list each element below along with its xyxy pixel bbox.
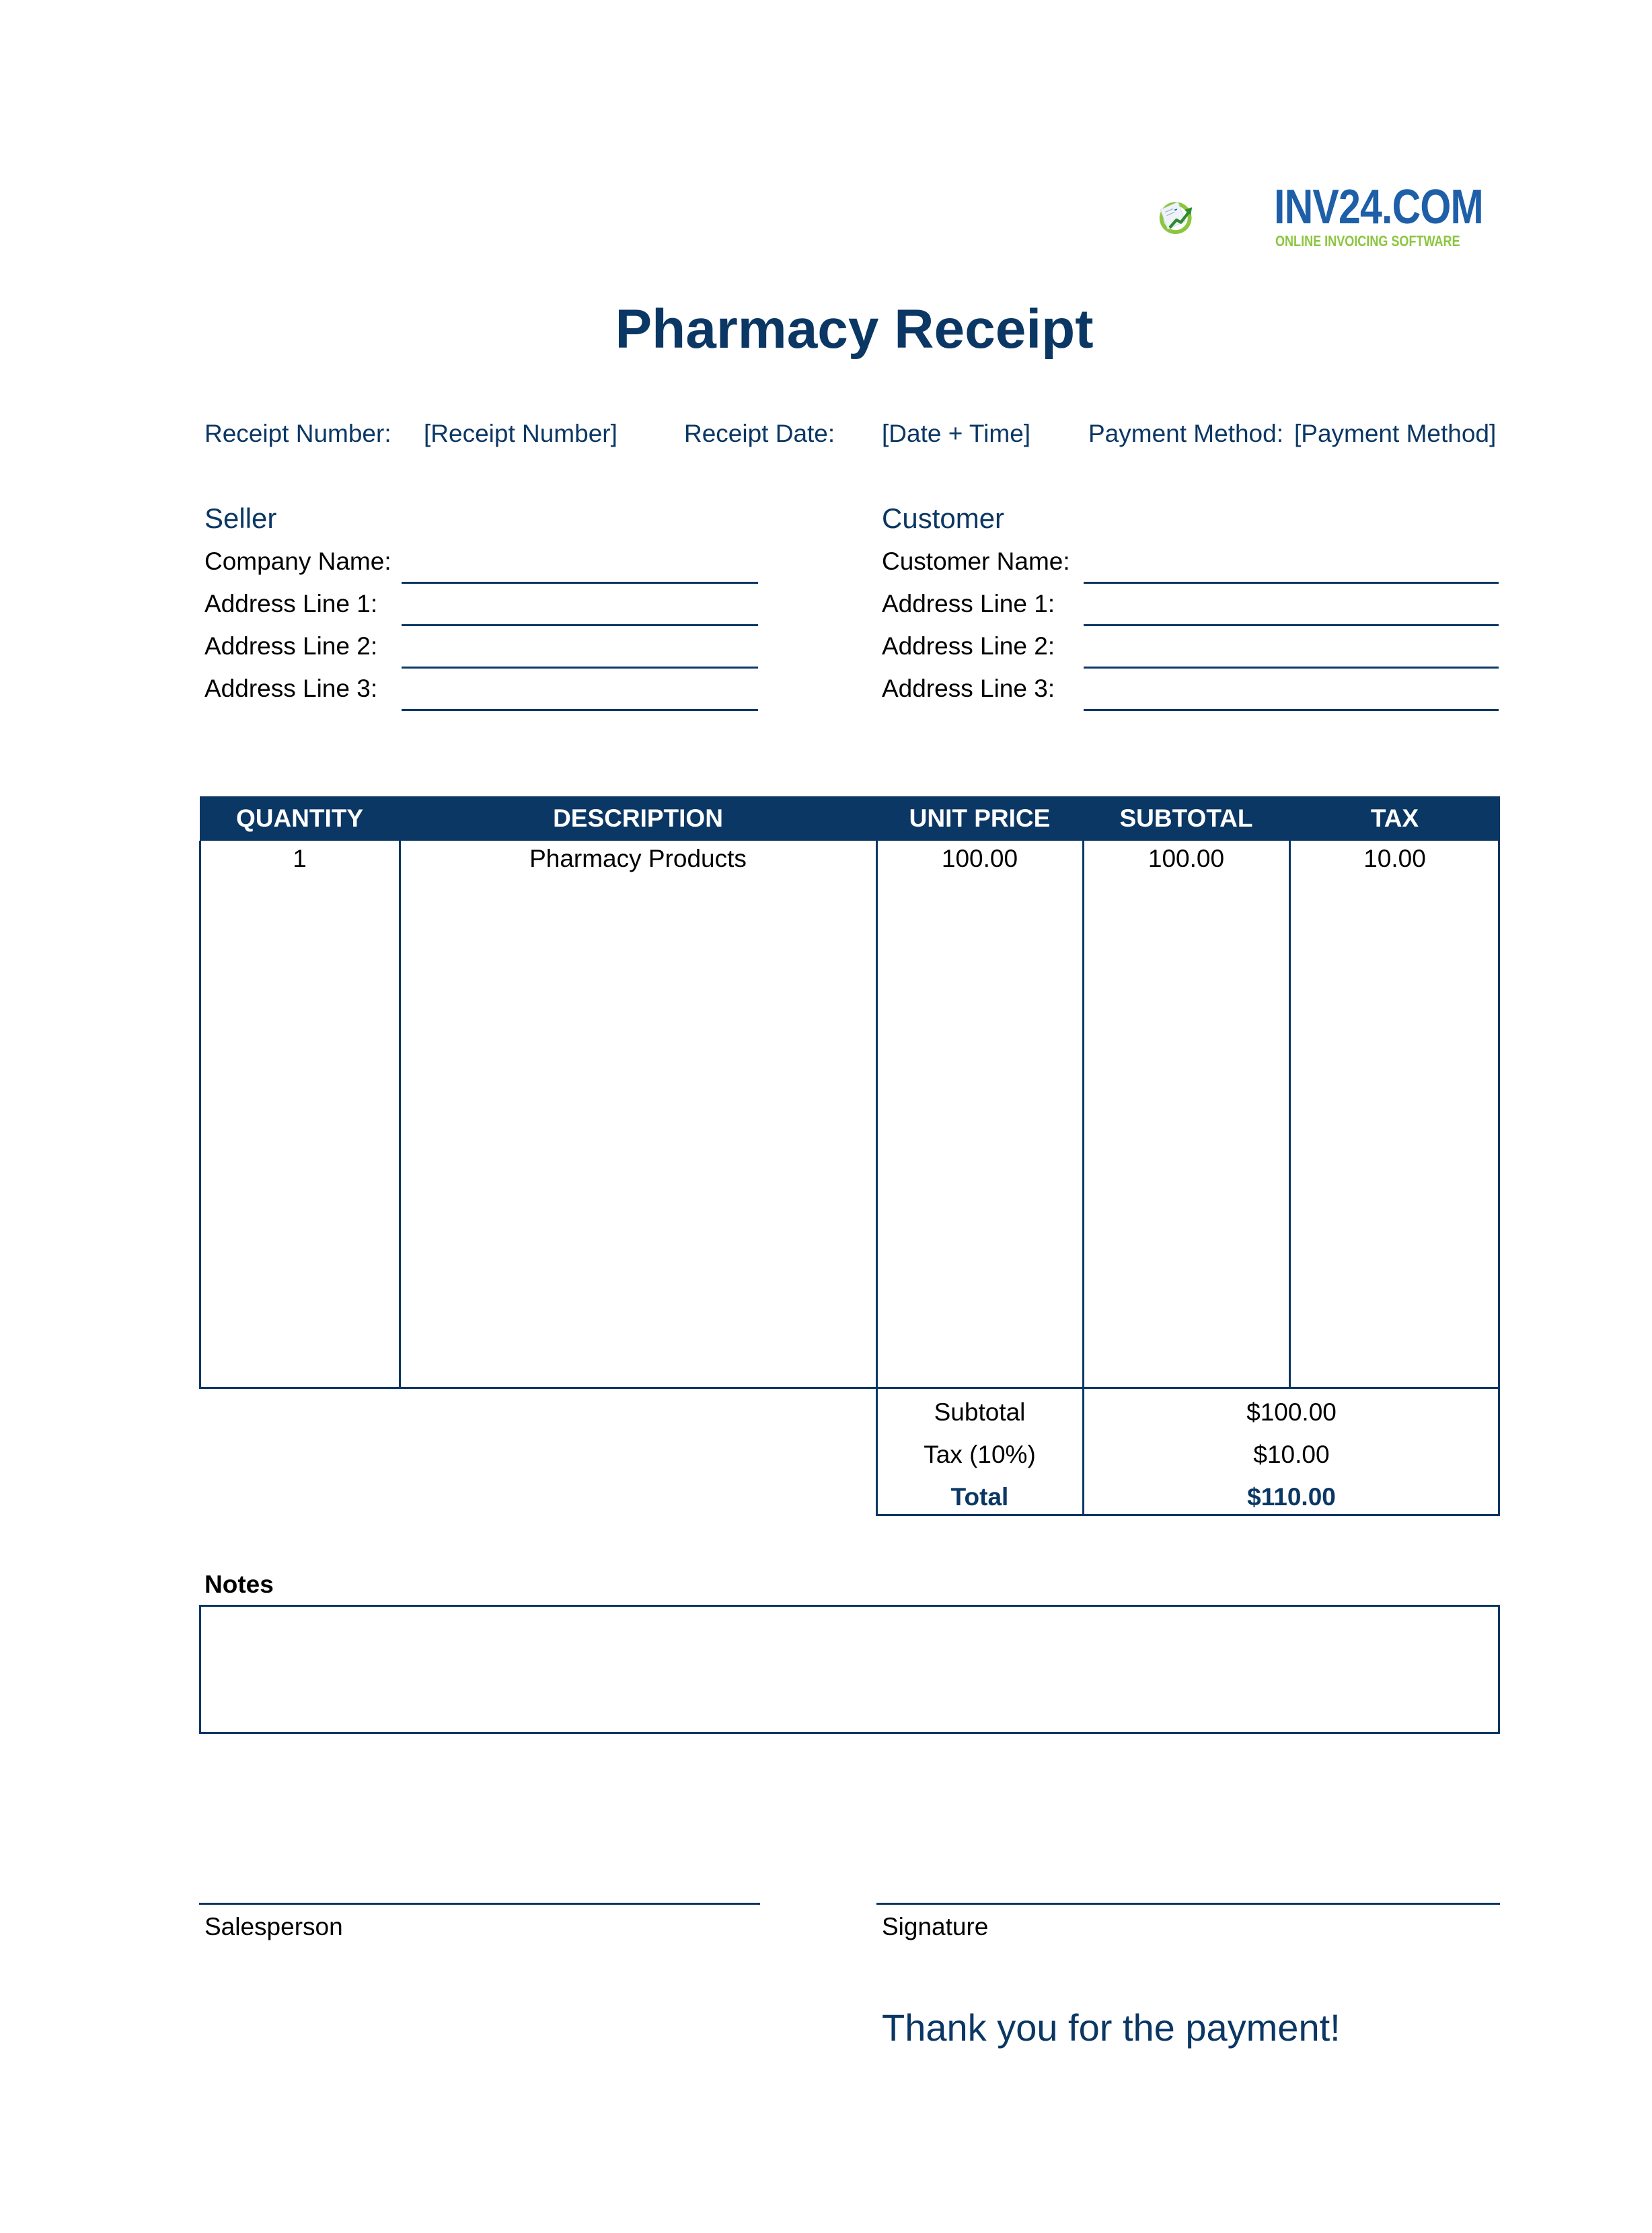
table-col-divider	[1289, 841, 1291, 1388]
seller-address-line-1-field[interactable]	[402, 624, 758, 626]
notes-label: Notes	[204, 1570, 274, 1598]
customer-address-line-2-field[interactable]	[1084, 667, 1499, 669]
customer-heading: Customer	[882, 502, 1005, 534]
col-header-quantity: QUANTITY	[235, 804, 364, 832]
table-row-tax: 10.00	[1363, 845, 1426, 872]
signature-label: Signature	[882, 1913, 989, 1940]
receipt-number-value[interactable]: [Receipt Number]	[424, 420, 617, 447]
seller-address-line-2-label: Address Line 2:	[204, 632, 378, 660]
salesperson-label: Salesperson	[204, 1913, 343, 1940]
signature-line[interactable]	[876, 1903, 1500, 1905]
customer-address-line-1-field[interactable]	[1084, 624, 1499, 626]
table-row-description: Pharmacy Products	[529, 845, 747, 872]
payment-method-label: Payment Method:	[1088, 420, 1283, 447]
seller-address-line-2-field[interactable]	[402, 667, 758, 669]
seller-heading: Seller	[204, 502, 277, 534]
tax-value: $10.00	[1253, 1441, 1330, 1468]
total-label: Total	[950, 1483, 1009, 1511]
customer-name-label: Customer Name:	[882, 547, 1070, 575]
table-row-subtotal: 100.00	[1148, 845, 1225, 872]
customer-address-line-3-field[interactable]	[1084, 709, 1499, 711]
customer-address-line-2-label: Address Line 2:	[882, 632, 1055, 660]
customer-name-field[interactable]	[1084, 582, 1499, 584]
tax-label: Tax (10%)	[924, 1441, 1036, 1468]
receipt-date-label: Receipt Date:	[684, 420, 835, 447]
seller-address-line-1-label: Address Line 1:	[204, 590, 378, 617]
col-header-unit-price: UNIT PRICE	[909, 804, 1051, 832]
col-header-description: DESCRIPTION	[553, 804, 723, 832]
customer-address-line-1-label: Address Line 1:	[882, 590, 1055, 617]
receipt-number-label: Receipt Number:	[204, 420, 391, 447]
col-header-subtotal: SUBTOTAL	[1119, 804, 1253, 832]
seller-company-name-label: Company Name:	[204, 547, 391, 575]
seller-company-name-field[interactable]	[402, 582, 758, 584]
receipt-date-value[interactable]: [Date + Time]	[882, 420, 1031, 447]
payment-method-value[interactable]: [Payment Method]	[1294, 420, 1497, 447]
table-border-bottom	[199, 1387, 1500, 1389]
col-header-tax: TAX	[1370, 804, 1419, 832]
subtotal-label: Subtotal	[934, 1398, 1026, 1426]
totals-border-bottom	[876, 1514, 1500, 1516]
logo-brand: INV24.COM	[1274, 180, 1483, 234]
table-row-quantity: 1	[293, 845, 307, 872]
salesperson-line[interactable]	[199, 1903, 760, 1905]
notes-box[interactable]	[199, 1605, 1500, 1734]
table-col-divider	[399, 841, 401, 1388]
total-value: $110.00	[1247, 1483, 1336, 1511]
thank-you-message: Thank you for the payment!	[882, 2006, 1341, 2049]
seller-address-line-3-field[interactable]	[402, 709, 758, 711]
page-title: Pharmacy Receipt	[615, 299, 1094, 360]
inv24-logo-icon	[1156, 167, 1270, 268]
customer-address-line-3-label: Address Line 3:	[882, 675, 1055, 702]
subtotal-value: $100.00	[1246, 1398, 1337, 1426]
logo-tagline: ONLINE INVOICING SOFTWARE	[1275, 233, 1460, 250]
table-border-left	[199, 841, 201, 1388]
seller-address-line-3-label: Address Line 3:	[204, 675, 378, 702]
table-row-unit-price: 100.00	[941, 845, 1018, 872]
